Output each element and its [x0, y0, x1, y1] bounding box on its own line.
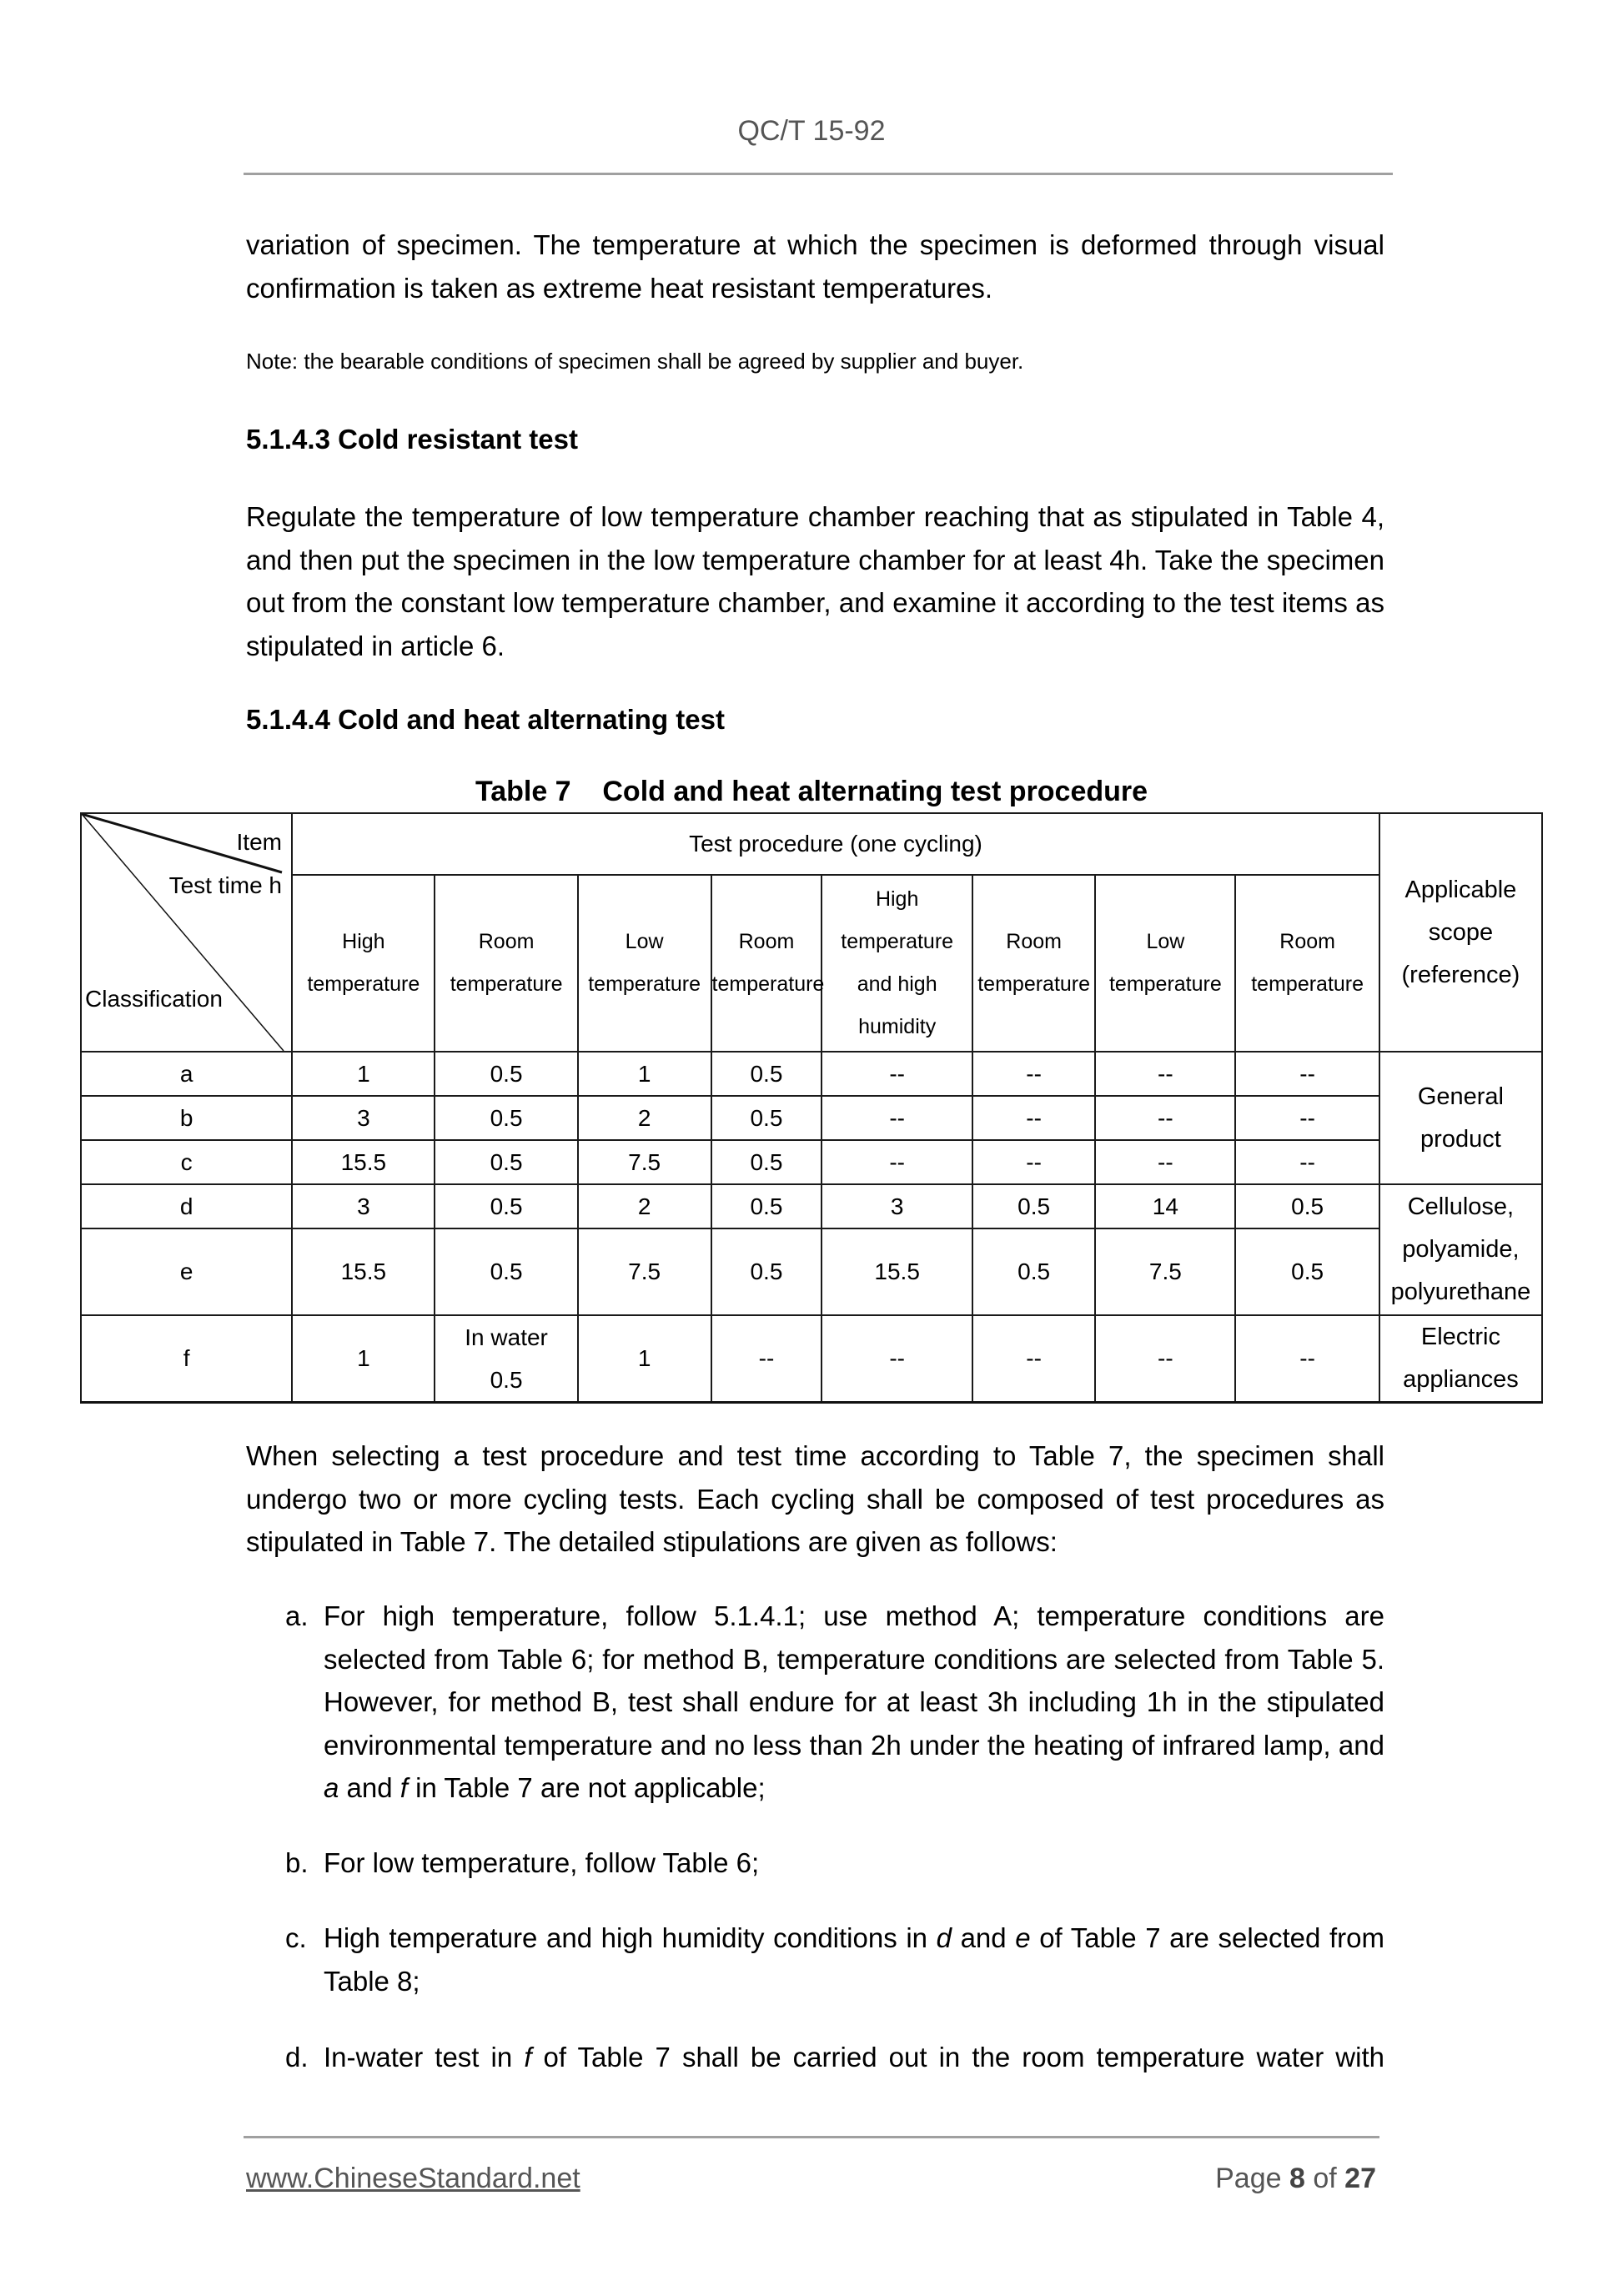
row-class: c — [81, 1140, 292, 1184]
website-link[interactable]: www.ChineseStandard.net — [246, 2163, 580, 2194]
cell: -- — [1095, 1096, 1235, 1140]
footer-rule — [244, 2136, 1379, 2138]
intro-paragraph: variation of specimen. The temperature at which the specimen is deformed through visual confirmation is taken as extreme heat resistant temperatures. — [246, 229, 1384, 304]
cell: 0.5 — [435, 1140, 577, 1184]
list-item-d: d. In-water test in f of Table 7 shall be carried out in the room temperature water with — [324, 2036, 1384, 2079]
section-heading-5143: 5.1.4.3 Cold resistant test — [246, 424, 578, 455]
note-text: Note: the bearable conditions of specimen shall be agreed by supplier and buyer. — [246, 349, 1024, 374]
cell: 0.5 — [435, 1184, 577, 1228]
total-pages: 27 — [1344, 2163, 1376, 2194]
corner-test-time-label: Test time h — [168, 872, 282, 898]
cell: 7.5 — [578, 1140, 711, 1184]
cell: 0.5 — [711, 1052, 822, 1096]
scope-header: Applicable scope (reference) — [1379, 813, 1542, 1052]
col-header: High temperature and high humidity — [822, 875, 972, 1053]
scope-general-product: General product — [1379, 1052, 1542, 1184]
section-heading-5144: 5.1.4.4 Cold and heat alternating test — [246, 704, 725, 735]
cell: 15.5 — [292, 1228, 435, 1315]
cell: 0.5 — [711, 1140, 822, 1184]
cell: 0.5 — [1235, 1184, 1379, 1228]
cell: -- — [711, 1315, 822, 1403]
corner-item-label: Item — [236, 829, 282, 855]
group-header: Test procedure (one cycling) — [292, 813, 1379, 875]
cell: 15.5 — [822, 1228, 972, 1315]
header-rule — [244, 173, 1393, 175]
cell: 0.5 — [711, 1184, 822, 1228]
cell: 2 — [578, 1096, 711, 1140]
cell: -- — [1095, 1140, 1235, 1184]
cell: 1 — [292, 1052, 435, 1096]
cell: -- — [972, 1096, 1095, 1140]
cell: -- — [822, 1140, 972, 1184]
table-row — [81, 1184, 1542, 1228]
row-class: a — [81, 1052, 292, 1096]
cell: 1 — [578, 1315, 711, 1403]
cell: -- — [1095, 1052, 1235, 1096]
col-header: Room temperature — [1235, 875, 1379, 1053]
table-caption: Table 7 Cold and heat alternating test procedure — [475, 776, 1148, 807]
cell: 3 — [292, 1096, 435, 1140]
list-item-c: c. High temperature and high humidity conditions in d and e of Table 7 are selected from Table 8; — [324, 1917, 1384, 2002]
table-row — [81, 1096, 1542, 1140]
list-item-b: b. For low temperature, follow Table 6; — [324, 1841, 1384, 1885]
cell: 1 — [292, 1315, 435, 1403]
cell: -- — [822, 1315, 972, 1403]
list-marker: c. — [285, 1922, 307, 1953]
col-header: Room temperature — [711, 875, 822, 1053]
table-row — [81, 1228, 1542, 1315]
cell: 1 — [578, 1052, 711, 1096]
cell: 0.5 — [1235, 1228, 1379, 1315]
cell: 0.5 — [711, 1096, 822, 1140]
cell: 3 — [292, 1184, 435, 1228]
cell: -- — [1235, 1052, 1379, 1096]
cell: 0.5 — [972, 1228, 1095, 1315]
cell: -- — [1095, 1315, 1235, 1403]
scope-cellulose-polyamide-polyurethane: Cellulose, polyamide, polyurethane — [1379, 1184, 1542, 1315]
table-7 — [80, 812, 1543, 1404]
list-marker: a. — [285, 1600, 309, 1631]
section-5143-paragraph: Regulate the temperature of low temperature chamber reaching that as stipulated in Table 4, and then put the specimen in the low temperature chamber for at least 4h. Take the specimen out from the constant low temperature chamber, and examine it according to the test items as stipulated in article 6. — [246, 501, 1384, 661]
cell: 0.5 — [435, 1052, 577, 1096]
row-class: b — [81, 1096, 292, 1140]
row-class: d — [81, 1184, 292, 1228]
list-marker: d. — [285, 2042, 309, 2072]
list-item-a: a. For high temperature, follow 5.1.4.1; use method A; temperature conditions are selected from Table 6; for method B, temperature conditions are selected from Table 5. However, for method B, test shall endure for at least 3h including 1h in the stipulated environmental temperature and no less than 2h under the heating of infrared lamp, and a and f in Table 7 are not applicable; — [324, 1595, 1384, 1810]
list-marker: b. — [285, 1847, 309, 1878]
cell: In water 0.5 — [435, 1315, 577, 1403]
cell: -- — [1235, 1140, 1379, 1184]
cell: 7.5 — [578, 1228, 711, 1315]
row-class: f — [81, 1315, 292, 1403]
cell: 0.5 — [435, 1096, 577, 1140]
corner-classification-label: Classification — [85, 986, 223, 1012]
document-id-header: QC/T 15-92 — [737, 115, 886, 147]
cell: -- — [822, 1096, 972, 1140]
col-header: Low temperature — [578, 875, 711, 1053]
after-table-paragraph: When selecting a test procedure and test time according to Table 7, the specimen shall undergo two or more cycling tests. Each cycling shall be composed of test procedures as stipulated in Table 7. The detailed stipulations are given as follows: — [246, 1440, 1384, 1557]
col-header: High temperature — [292, 875, 435, 1053]
table-corner-cell — [81, 813, 292, 1052]
cell: -- — [1235, 1096, 1379, 1140]
cell: -- — [972, 1052, 1095, 1096]
cell: 14 — [1095, 1184, 1235, 1228]
cell: 7.5 — [1095, 1228, 1235, 1315]
cell: 0.5 — [972, 1184, 1095, 1228]
cell: 2 — [578, 1184, 711, 1228]
col-header: Room temperature — [972, 875, 1095, 1053]
table-row — [81, 1052, 1542, 1096]
row-class: e — [81, 1228, 292, 1315]
cell: -- — [1235, 1315, 1379, 1403]
table-row — [81, 1140, 1542, 1184]
cell: -- — [972, 1140, 1095, 1184]
col-header: Room temperature — [435, 875, 577, 1053]
cell: 15.5 — [292, 1140, 435, 1184]
current-page: 8 — [1289, 2163, 1305, 2194]
cell: 0.5 — [435, 1228, 577, 1315]
page-indicator: Page 8 of 27 — [1215, 2163, 1376, 2194]
cell: -- — [972, 1315, 1095, 1403]
cell: -- — [822, 1052, 972, 1096]
table-row — [81, 1315, 1542, 1403]
col-header: Low temperature — [1095, 875, 1235, 1053]
cell: 0.5 — [711, 1228, 822, 1315]
cell: 3 — [822, 1184, 972, 1228]
scope-electric-appliances: Electric appliances — [1379, 1315, 1542, 1403]
